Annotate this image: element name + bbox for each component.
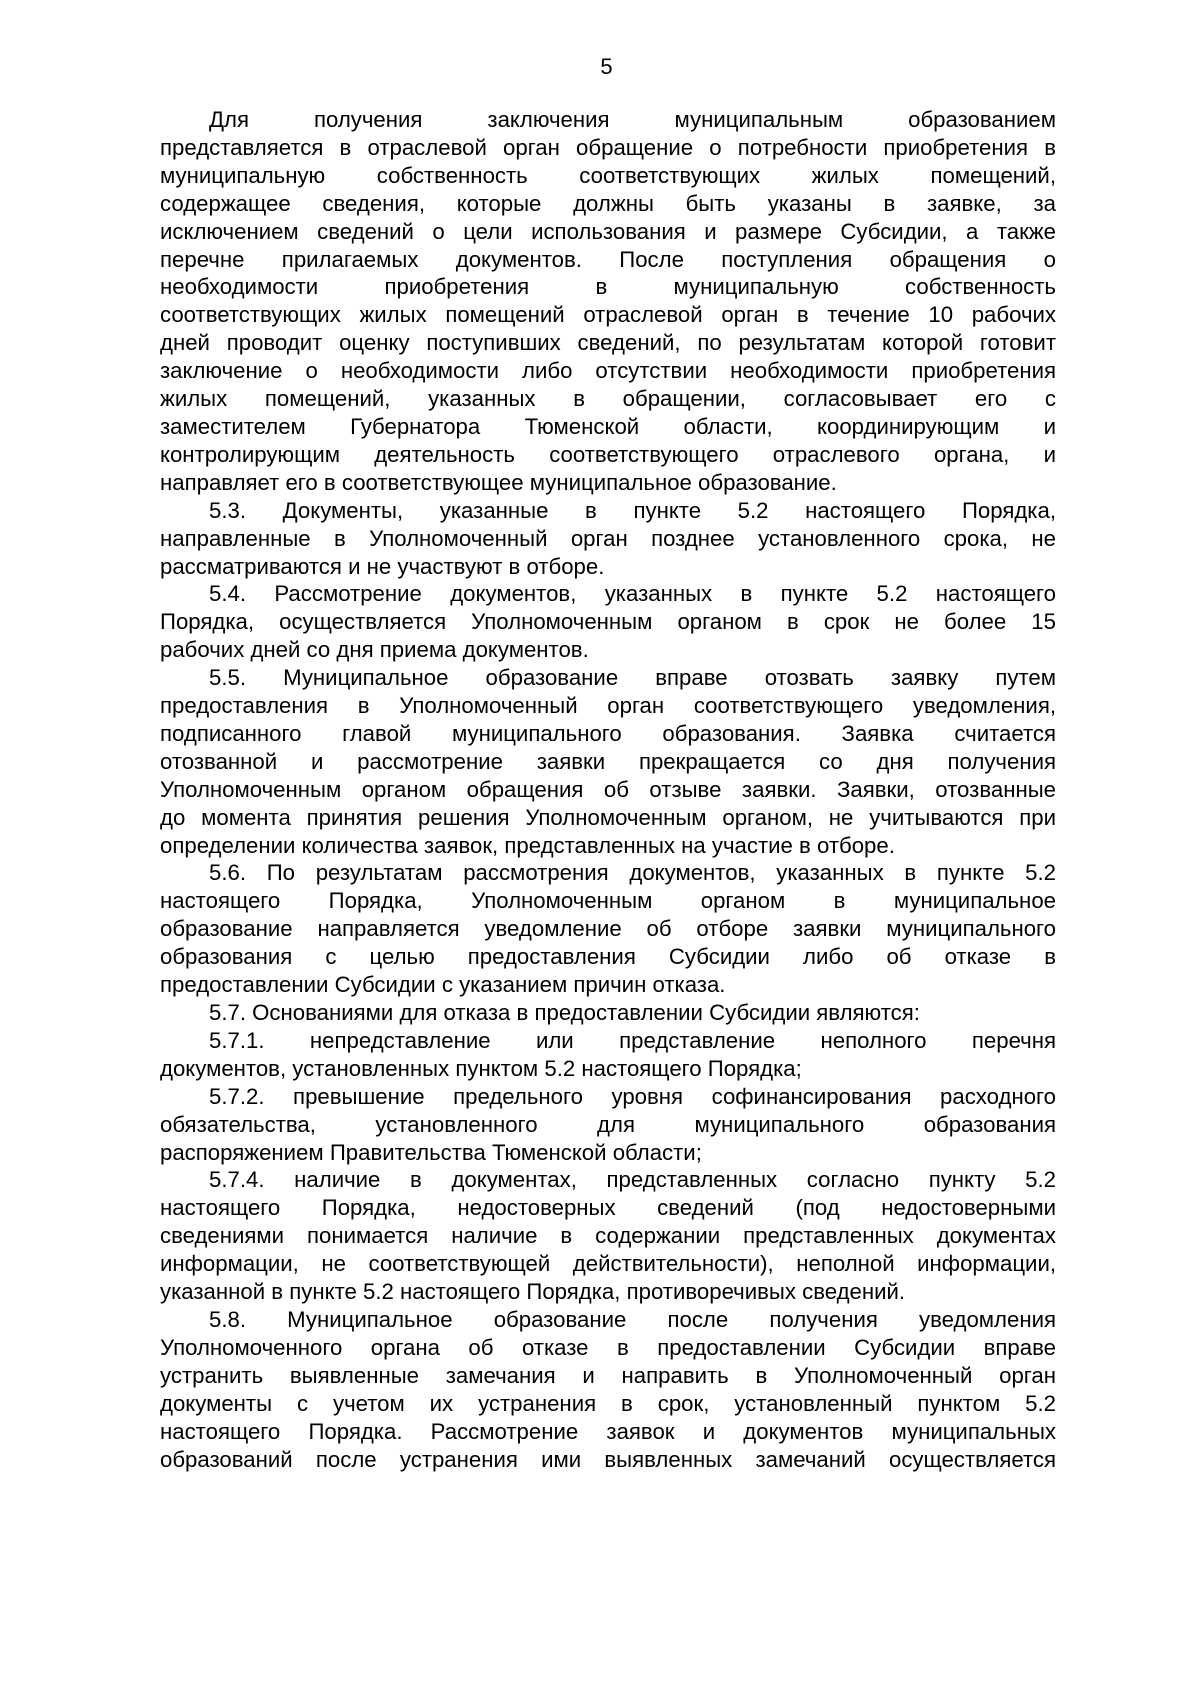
text-line: настоящего Порядка, недостоверных сведений (под недостоверными <box>160 1195 1056 1221</box>
text-line: необходимости приобретения в муниципальную собственность <box>160 274 1056 300</box>
text-line: контролирующим деятельность соответствующего отраслевого органа, и <box>160 441 1056 467</box>
text-line: информации, не соответствующей действительности), неполной информации, <box>160 1251 1056 1277</box>
paragraph-5-3 <box>160 497 1056 581</box>
text-line: 5.7.2. превышение предельного уровня софинансирования расходного <box>209 1083 1056 1109</box>
paragraph-5-7 <box>160 999 1056 1027</box>
text-line: образование направляется уведомление об отборе заявки муниципального <box>160 916 1056 942</box>
text-line: жилых помещений, указанных в обращении, согласовывает его с <box>160 386 1056 412</box>
text-line: настоящего Порядка, Уполномоченным органом в муниципальное <box>160 888 1056 914</box>
paragraph-5-4 <box>160 580 1056 664</box>
paragraph-5-7-2 <box>160 1083 1056 1167</box>
text-line: 5.7.4. наличие в документах, представленных согласно пункту 5.2 <box>209 1167 1056 1193</box>
text-line: направленные в Уполномоченный орган позднее установленного срока, не <box>160 525 1056 551</box>
text-line: Для получения заключения муниципальным образованием <box>209 107 1056 132</box>
text-line: заключение о необходимости либо отсутствии необходимости приобретения <box>160 358 1056 384</box>
text-line: настоящего Порядка. Рассмотрение заявок и документов муниципальных <box>160 1418 1056 1444</box>
text-line: обязательства, установленного для муниципального образования <box>160 1111 1056 1137</box>
text-line: Уполномоченным органом обращения об отзыве заявки. Заявки, отозванные <box>160 776 1056 802</box>
text-line: образования с целью предоставления Субсидии либо об отказе в <box>160 944 1056 970</box>
text-line: определении количества заявок, представленных на участие в отборе. <box>160 832 895 858</box>
paragraph-5-7-1 <box>160 1027 1056 1083</box>
text-line: 5.5. Муниципальное образование вправе отозвать заявку путем <box>209 665 1056 691</box>
paragraph-5-7-4 <box>160 1166 1056 1306</box>
text-line: рассматриваются и не участвуют в отборе. <box>160 553 605 579</box>
text-line: перечне прилагаемых документов. После поступления обращения о <box>160 246 1056 272</box>
text-line: распоряжением Правительства Тюменской области; <box>160 1139 702 1165</box>
text-line: соответствующих жилых помещений отраслевой орган в течение 10 рабочих <box>160 302 1056 328</box>
paragraph-5-6 <box>160 859 1056 999</box>
text-line: Порядка, осуществляется Уполномоченным органом в срок не более 15 <box>160 609 1056 635</box>
paragraph-5-5 <box>160 664 1056 859</box>
text-line: содержащее сведения, которые должны быть указаны в заявке, за <box>160 190 1056 216</box>
text-line: устранить выявленные замечания и направить в Уполномоченный орган <box>160 1362 1056 1388</box>
text-line: подписанного главой муниципального образования. Заявка считается <box>160 720 1056 746</box>
text-line: 5.6. По результатам рассмотрения документов, указанных в пункте 5.2 <box>209 860 1056 886</box>
text-line: 5.7. Основаниями для отказа в предоставлении Субсидии являются: <box>209 1000 920 1025</box>
paragraph-5-8 <box>160 1306 1056 1473</box>
text-line: заместителем Губернатора Тюменской области, координирующим и <box>160 413 1056 439</box>
text-line: направляет его в соответствующее муниципальное образование. <box>160 469 837 495</box>
paragraph-intro <box>160 106 1056 497</box>
text-line: до момента принятия решения Уполномоченным органом, не учитываются при <box>160 804 1056 830</box>
text-line: дней проводит оценку поступивших сведений, по результатам которой готовит <box>160 330 1056 356</box>
text-line: предоставлении Субсидии с указанием причин отказа. <box>160 972 726 998</box>
text-line: исключением сведений о цели использования и размере Субсидии, а также <box>160 218 1056 244</box>
text-line: 5.3. Документы, указанные в пункте 5.2 настоящего Порядка, <box>209 497 1056 523</box>
text-line: отозванной и рассмотрение заявки прекращается со дня получения <box>160 748 1056 774</box>
text-line: рабочих дней со дня приема документов. <box>160 637 589 663</box>
page-number: 5 <box>600 54 613 79</box>
text-line: 5.7.1. непредставление или представление неполного перечня <box>209 1027 1056 1053</box>
text-line: Уполномоченного органа об отказе в предоставлении Субсидии вправе <box>160 1334 1056 1360</box>
text-line: муниципальную собственность соответствующих жилых помещений, <box>160 162 1056 188</box>
text-line: образований после устранения ими выявленных замечаний осуществляется <box>160 1446 1056 1472</box>
text-line: сведениями понимается наличие в содержании представленных документах <box>160 1223 1056 1249</box>
text-line: 5.8. Муниципальное образование после получения уведомления <box>209 1306 1056 1332</box>
text-line: документы с учетом их устранения в срок, установленный пунктом 5.2 <box>160 1390 1056 1416</box>
text-line: документов, установленных пунктом 5.2 настоящего Порядка; <box>160 1055 802 1081</box>
document-body <box>160 106 1056 1473</box>
text-line: представляется в отраслевой орган обращение о потребности приобретения в <box>160 134 1056 160</box>
text-line: 5.4. Рассмотрение документов, указанных в пункте 5.2 настоящего <box>209 581 1056 607</box>
text-line: указанной в пункте 5.2 настоящего Порядка, противоречивых сведений. <box>160 1279 906 1305</box>
text-line: предоставления в Уполномоченный орган соответствующего уведомления, <box>160 693 1056 719</box>
